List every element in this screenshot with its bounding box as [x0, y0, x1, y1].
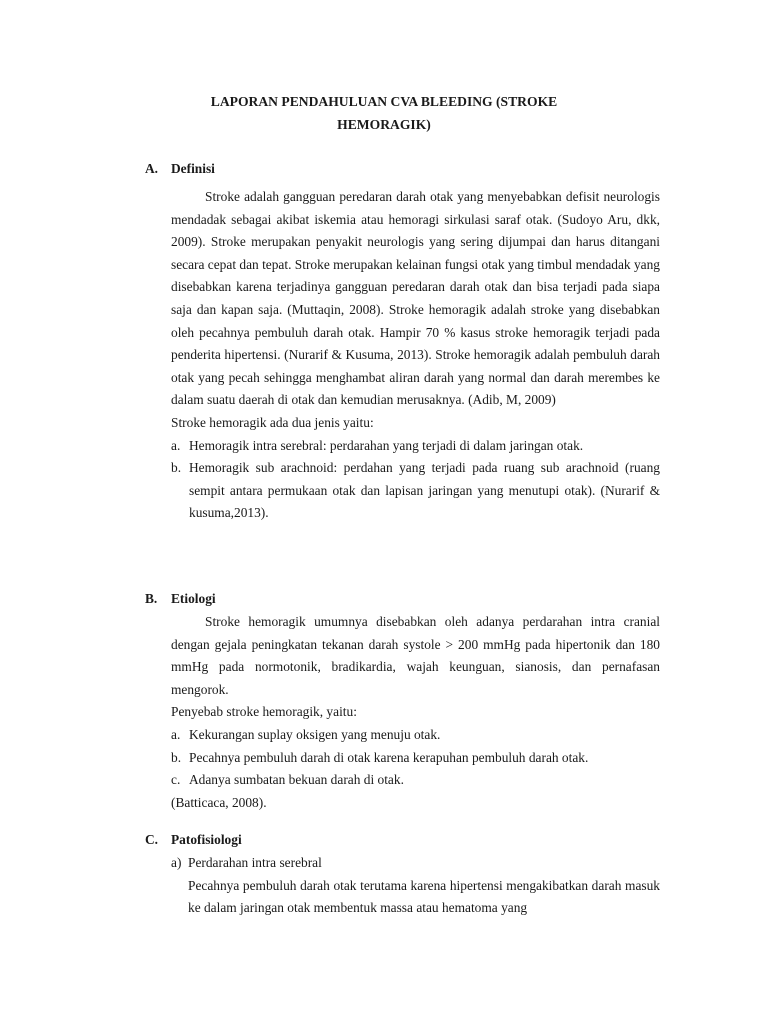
list-item — [171, 457, 660, 525]
section-letter: C. — [145, 832, 159, 847]
list-item — [171, 769, 660, 792]
definisi-list — [171, 435, 660, 525]
section-etiologi — [145, 588, 660, 814]
list-marker: a. — [171, 437, 181, 453]
section-heading-text: Patofisiologi — [171, 832, 242, 847]
section-heading-patofisiologi — [145, 829, 660, 851]
patofisiologi-sub-paragraph: Pecahnya pembuluh darah otak terutama karena hipertensi mengakibatkan darah masuk ke dalam jaringan otak membentuk massa atau hematoma yang — [188, 877, 660, 916]
list-marker: c. — [171, 772, 181, 788]
list-item — [171, 747, 660, 770]
etiologi-list-intro: Penyebab stroke hemoragik, yaitu: — [171, 704, 357, 720]
list-item-text: Adanya sumbatan bekuan darah di otak. — [189, 772, 404, 788]
section-heading-text: Etiologi — [171, 591, 216, 606]
section-definisi — [145, 158, 660, 525]
list-item-text: Hemoragik sub arachnoid: perdahan yang terjadi pada ruang sub arachnoid (ruang sempit antara permukaan otak dan lapisan jaringan yang menutupi otak). (Nurarif & kusuma,2013). — [189, 460, 660, 521]
title-line-1: LAPORAN PENDAHULUAN CVA BLEEDING (STROKE — [210, 94, 558, 109]
title-line-2: HEMORAGIK) — [337, 117, 431, 132]
list-marker: b. — [171, 460, 182, 476]
list-marker: b. — [171, 749, 182, 765]
list-item-text: Hemoragik intra serebral: perdarahan yang terjadi di dalam jaringan otak. — [189, 437, 584, 453]
list-item-text: Kekurangan suplay oksigen yang menuju otak. — [189, 726, 441, 742]
section-heading-etiologi — [145, 588, 660, 610]
list-marker: a) — [171, 855, 182, 870]
section-heading-definisi — [145, 158, 660, 180]
etiologi-paragraph: Stroke hemoragik umumnya disebabkan oleh adanya perdarahan intra cranial dengan gejala peningkatan tekanan darah systole > 200 mmHg pada hipertonik dan 180 mmHg pada normotonik, bradikardia, wajah keunguan, sianosis, dan pernafasan mengorok. — [171, 614, 660, 697]
document-title — [0, 90, 768, 136]
section-letter: B. — [145, 591, 158, 606]
list-item — [171, 435, 660, 458]
patofisiologi-list — [171, 852, 660, 875]
list-marker: a. — [171, 726, 181, 742]
list-item-text: Pecahnya pembuluh darah di otak karena kerapuhan pembuluh darah otak. — [189, 749, 589, 765]
etiologi-list — [171, 724, 660, 792]
section-patofisiologi — [145, 829, 660, 920]
list-item — [171, 724, 660, 747]
list-item-text: Perdarahan intra serebral — [188, 855, 322, 870]
definisi-list-intro: Stroke hemoragik ada dua jenis yaitu: — [171, 414, 374, 430]
etiologi-citation: (Batticaca, 2008). — [171, 794, 267, 810]
section-letter: A. — [145, 161, 159, 176]
section-heading-text: Definisi — [171, 161, 215, 176]
definisi-paragraph: Stroke adalah gangguan peredaran darah otak yang menyebabkan defisit neurologis mendadak sebagai akibat iskemia atau hemoragi sirkulasi saraf otak. (Sudoyo Aru, dkk, 2009). Stroke merupakan penyakit neurologis yang sering dijumpai dan harus ditangani secara cepat dan tepat. Stroke merupakan kelainan fungsi otak yang timbul mendadak yang disebabkan karena terjadinya gangguan peredaran darah otak dan bisa terjadi pada siapa saja dan kapan saja. (Muttaqin, 2008). Stroke hemoragik adalah stroke yang disebabkan oleh pecahnya pembuluh darah otak. Hampir 70 % kasus stroke hemoragik terjadi pada penderita hipertensi. (Nurarif & Kusuma, 2013). Stroke hemoragik adalah pembuluh darah otak yang pecah sehingga menghambat aliran darah yang normal dan darah merembes ke dalam suatu daerah di otak dan kemudian merusaknya. (Adib, M, 2009) — [171, 189, 660, 408]
list-item — [171, 852, 660, 875]
